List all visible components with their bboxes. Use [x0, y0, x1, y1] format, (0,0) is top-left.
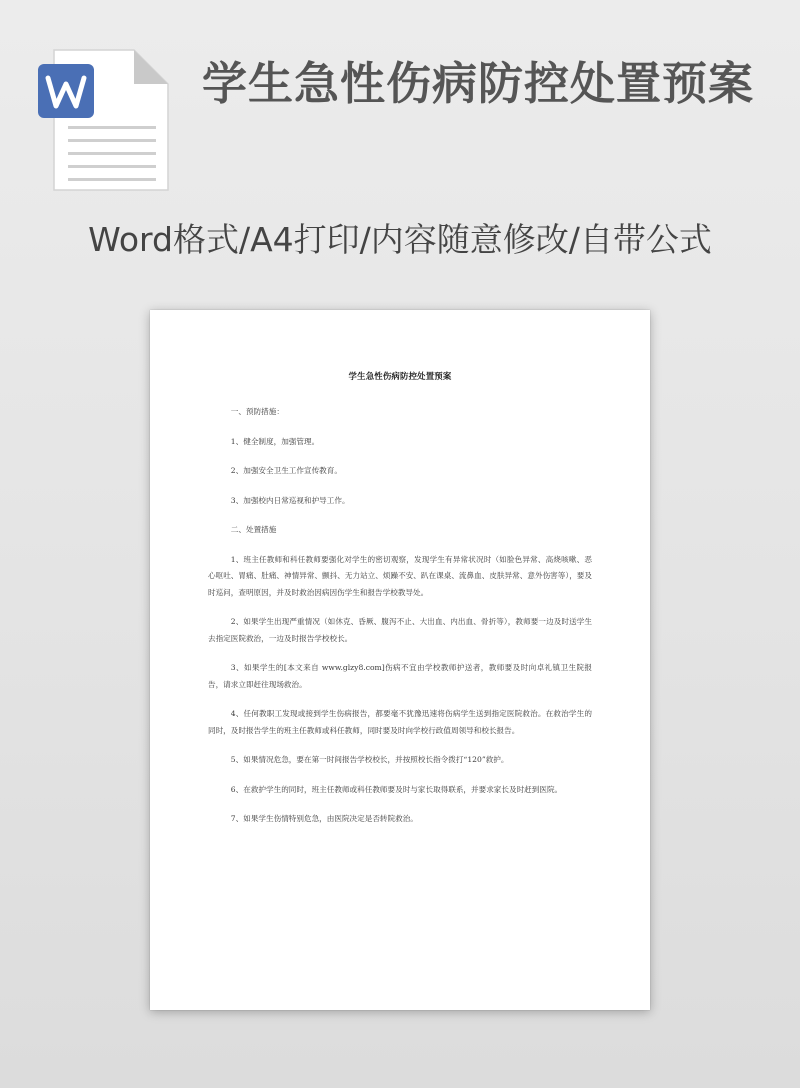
doc-paragraph-12: 7、如果学生伤情特别危急，由医院决定是否转院救治。	[230, 814, 418, 823]
doc-paragraph-9: 4、任何教职工发现或接到学生伤病报告，都要毫不犹豫迅速将伤病学生送到指定医院救治。在救治学生的同时，及时报告学生的班主任教师或科任教师，同时要及时向学校行政值周领导和校长报告。	[208, 709, 592, 735]
doc-paragraph-3: 2、加强安全卫生工作宣传教育。	[230, 466, 342, 475]
format-subtitle: Word格式/A4打印/内容随意修改/自带公式	[88, 220, 712, 259]
doc-paragraph-5: 二、处置措施	[230, 525, 277, 534]
doc-paragraph-7: 2、如果学生出现严重情况（如休克、昏厥、腹泻不止、大出血、内出血、骨折等），教师要一边及时送学生去指定医院救治，一边及时报告学校校长。	[208, 617, 592, 643]
doc-paragraph-8: 3、如果学生的[本文来自 www.glzy8.com]伤病不宜由学校教师护送者，教师要及时向卓礼镇卫生院报告，请求立即赶往现场救治。	[208, 663, 592, 689]
doc-paragraph-6: 1、班主任教师和科任教师要强化对学生的密切观察，发现学生有异常状况时（如脸色异常、高烧咳嗽、恶心呕吐、胃痛、肚痛、神情异常、颤抖、无力站立、烦躁不安、趴在课桌、流鼻血、皮肤异常、意外伤害等），要及时巡问，查明原因，并及时救治因病因伤学生和报告学校教导处。	[208, 554, 592, 597]
doc-paragraph-10: 5、如果情况危急，要在第一时间报告学校校长，并按照校长指令拨打“120”救护。	[230, 755, 509, 764]
doc-paragraph-2: 1、健全制度，加强管理。	[230, 436, 320, 446]
document-page	[150, 310, 650, 1010]
document-title: 学生急性伤病防控处置预案	[348, 371, 452, 381]
word-document-icon	[38, 46, 172, 196]
doc-paragraph-4: 3、加强校内日常巡视和护导工作。	[230, 495, 350, 505]
doc-paragraph-11: 6、在救护学生的同时，班主任教师或科任教师要及时与家长取得联系，并要求家长及时赶到医院。	[230, 784, 563, 794]
doc-paragraph-1: 一、预防措施：	[230, 407, 284, 416]
page-title: 学生急性伤病防控处置预案	[202, 57, 755, 110]
